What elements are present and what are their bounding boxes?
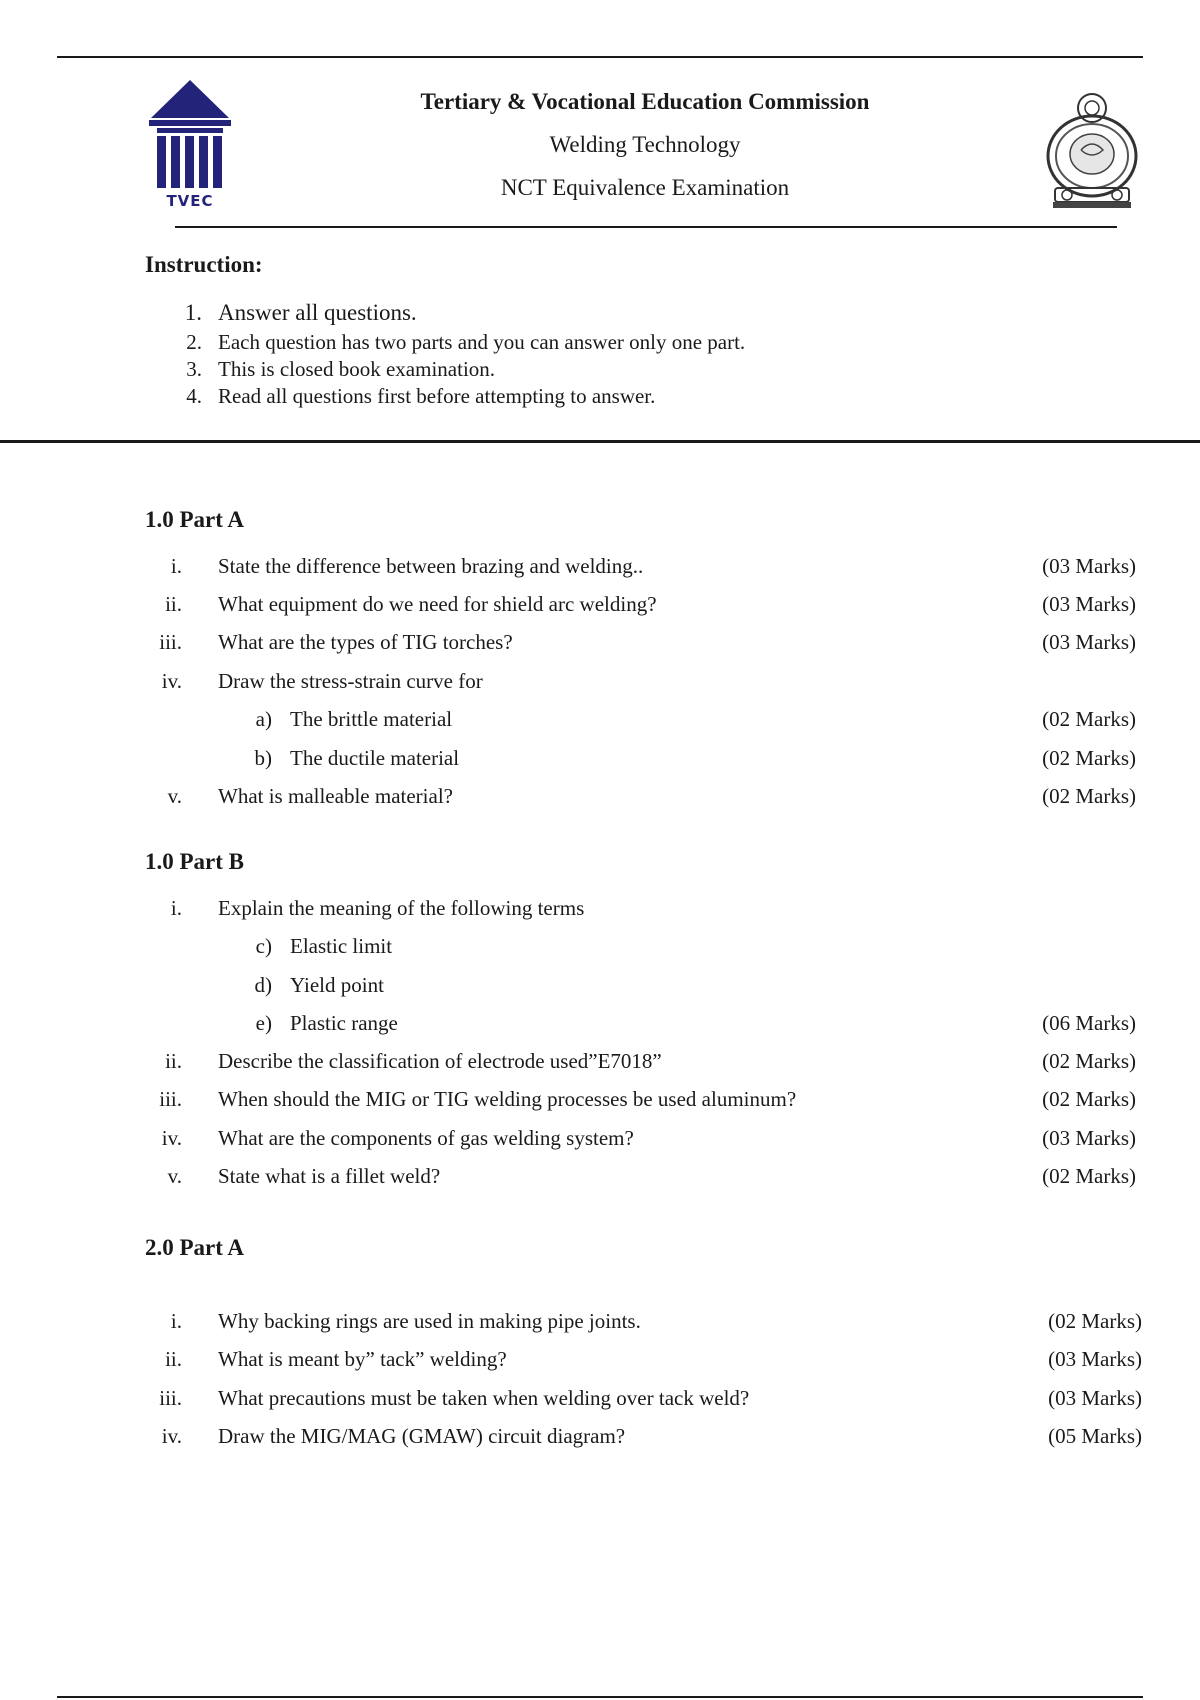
sub-question-text: Elastic limit bbox=[290, 934, 393, 958]
question-marks: (02 Marks) bbox=[1042, 1087, 1136, 1111]
question-number: i. bbox=[170, 554, 182, 578]
sub-question-letter: a) bbox=[255, 707, 272, 731]
question-number: ii. bbox=[165, 1347, 182, 1371]
instructions-rule bbox=[0, 440, 1200, 443]
sub-question-text: Yield point bbox=[290, 973, 384, 997]
section-heading: 1.0 Part B bbox=[145, 849, 245, 874]
section-heading: 2.0 Part A bbox=[145, 1235, 245, 1260]
question-number: iii. bbox=[159, 1087, 182, 1111]
section-heading: 1.0 Part A bbox=[145, 507, 245, 532]
instruction-number: 4. bbox=[186, 384, 202, 408]
instructions-heading: Instruction: bbox=[145, 252, 263, 277]
question-marks: (03 Marks) bbox=[1042, 630, 1136, 654]
instruction-number: 1. bbox=[184, 300, 202, 325]
sub-question-letter: d) bbox=[254, 973, 272, 997]
question-text: Why backing rings are used in making pipe joints. bbox=[218, 1309, 641, 1333]
question-marks: (02 Marks) bbox=[1042, 784, 1136, 808]
question-marks: (05 Marks) bbox=[1048, 1424, 1142, 1448]
tvec-logo-label: TVEC bbox=[166, 192, 214, 208]
header-title: Tertiary & Vocational Education Commission bbox=[420, 89, 870, 114]
question-text: Explain the meaning of the following terms bbox=[218, 896, 585, 920]
question-number: iv. bbox=[161, 1126, 182, 1150]
national-emblem bbox=[1043, 88, 1141, 210]
question-marks: (03 Marks) bbox=[1048, 1386, 1142, 1410]
question-text: What are the components of gas welding system? bbox=[218, 1126, 634, 1150]
question-marks: (02 Marks) bbox=[1042, 1049, 1136, 1073]
question-number: iv. bbox=[161, 1424, 182, 1448]
question-marks: (02 Marks) bbox=[1048, 1309, 1142, 1333]
sub-question-text: The ductile material bbox=[290, 746, 460, 770]
sub-question-letter: b) bbox=[254, 746, 272, 770]
question-marks: (03 Marks) bbox=[1042, 592, 1136, 616]
question-marks: (03 Marks) bbox=[1042, 1126, 1136, 1150]
instruction-number: 3. bbox=[186, 357, 202, 381]
question-text: Draw the stress-strain curve for bbox=[218, 669, 483, 693]
question-text: What equipment do we need for shield arc welding? bbox=[218, 592, 657, 616]
sub-question-text: The brittle material bbox=[290, 707, 453, 731]
question-marks: (06 Marks) bbox=[1042, 1011, 1136, 1035]
question-number: ii. bbox=[165, 592, 182, 616]
question-number: iv. bbox=[161, 669, 182, 693]
question-number: ii. bbox=[165, 1049, 182, 1073]
question-marks: (03 Marks) bbox=[1048, 1347, 1142, 1371]
bottom-rule bbox=[57, 1696, 1143, 1698]
question-number: i. bbox=[170, 896, 182, 920]
question-number: iii. bbox=[159, 1386, 182, 1410]
sub-question-letter: e) bbox=[255, 1011, 272, 1035]
instruction-number: 2. bbox=[186, 330, 202, 354]
question-text: State the difference between brazing and welding.. bbox=[218, 554, 644, 578]
tvec-logo bbox=[145, 78, 235, 208]
question-text: Describe the classification of electrode used”E7018” bbox=[218, 1049, 662, 1073]
question-text: What is meant by” tack” welding? bbox=[218, 1347, 507, 1371]
question-number: v. bbox=[167, 784, 182, 808]
question-number: v. bbox=[167, 1164, 182, 1188]
question-marks: (02 Marks) bbox=[1042, 707, 1136, 731]
question-text: State what is a fillet weld? bbox=[218, 1164, 441, 1188]
question-marks: (03 Marks) bbox=[1042, 554, 1136, 578]
instruction-text: Read all questions first before attempting to answer. bbox=[218, 384, 656, 408]
sub-question-text: Plastic range bbox=[290, 1011, 398, 1035]
top-rule bbox=[57, 56, 1143, 58]
header-subject: Welding Technology bbox=[549, 132, 741, 157]
sub-question-letter: c) bbox=[255, 934, 272, 958]
instruction-text: This is closed book examination. bbox=[218, 357, 496, 381]
header-rule bbox=[175, 226, 1117, 228]
question-marks: (02 Marks) bbox=[1042, 1164, 1136, 1188]
question-marks: (02 Marks) bbox=[1042, 746, 1136, 770]
question-text: Draw the MIG/MAG (GMAW) circuit diagram? bbox=[218, 1424, 626, 1448]
question-text: What precautions must be taken when welding over tack weld? bbox=[218, 1386, 750, 1410]
question-text: What are the types of TIG torches? bbox=[218, 630, 513, 654]
header bbox=[300, 80, 990, 209]
question-number: i. bbox=[170, 1309, 182, 1333]
instruction-text: Answer all questions. bbox=[218, 300, 417, 325]
instruction-text: Each question has two parts and you can answer only one part. bbox=[218, 330, 746, 354]
header-exam: NCT Equivalence Examination bbox=[500, 175, 790, 200]
question-text: What is malleable material? bbox=[218, 784, 453, 808]
question-number: iii. bbox=[159, 630, 182, 654]
question-text: When should the MIG or TIG welding processes be used aluminum? bbox=[218, 1087, 797, 1111]
